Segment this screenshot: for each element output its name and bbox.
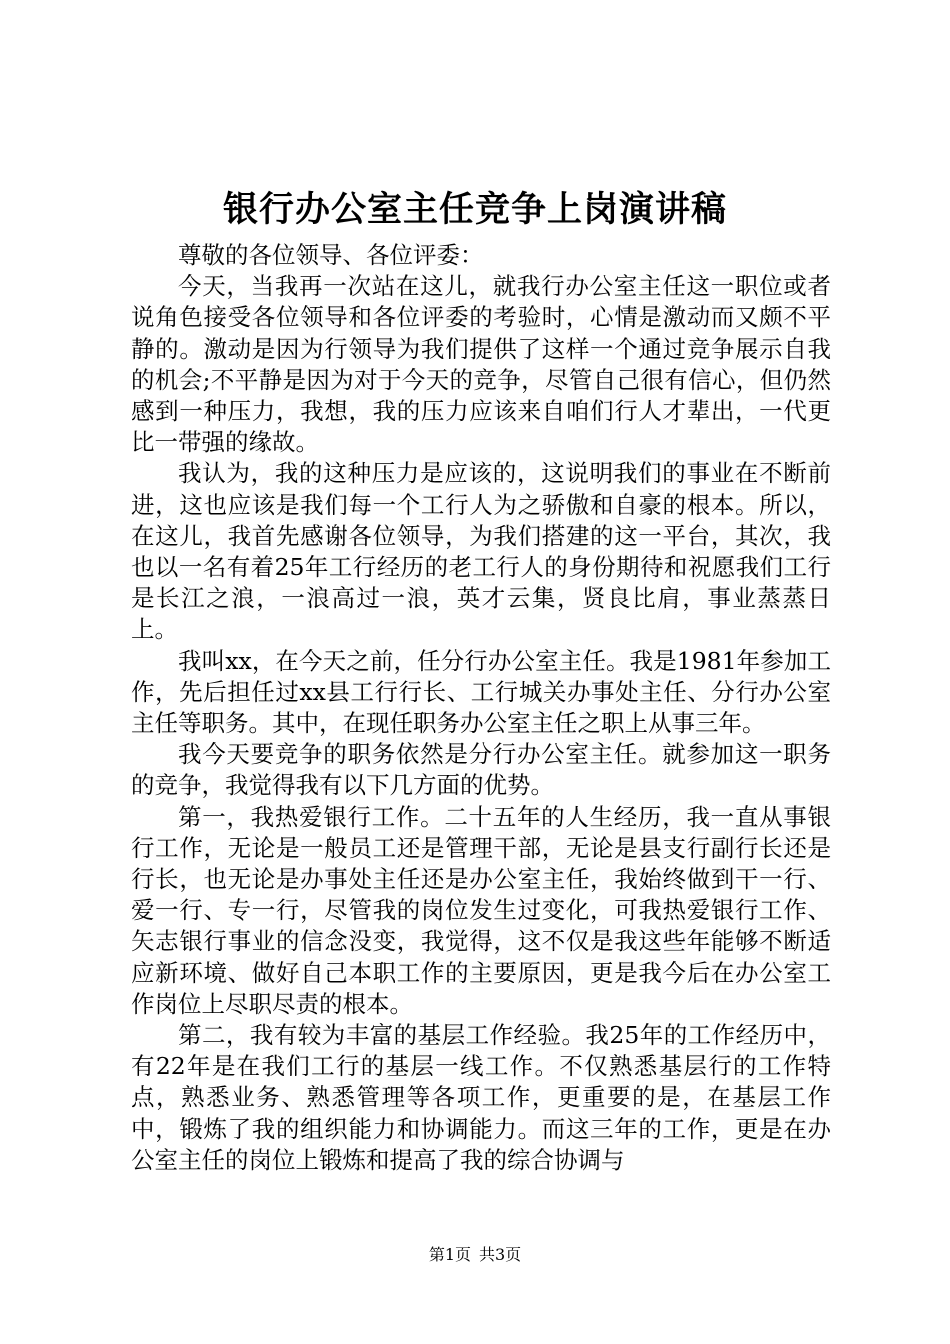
document-title: 银行办公室主任竞争上岗演讲稿: [222, 189, 727, 230]
paragraph-self-intro: 我叫xx，在今天之前，任分行办公室主任。我是1981年参加工作，先后担任过xx县工行行长、工行城关办事处主任、分行办公室主任等职务。其中，在现任职务办公室主任之职上从事三年。: [131, 646, 831, 738]
paragraph-pressure: 我认为，我的这种压力是应该的，这说明我们的事业在不断前进，这也应该是我们每一个工行人为之骄傲和自豪的根本。所以，在这儿，我首先感谢各位领导，为我们搭建的这一平台，其次，我也以一名有着25年工行经历的老工行人的身份期待和祝愿我们工行是长江之浪，一浪高过一浪，英才云集，贤良比肩，事业蒸蒸日上。: [131, 459, 831, 644]
paragraph-advantage-two: 第二，我有较为丰富的基层工作经验。我25年的工作经历中，有22年是在我们工行的基层一线工作。不仅熟悉基层行的工作特点，熟悉业务、熟悉管理等各项工作，更重要的是，在基层工作中，锻炼了我的组织能力和协调能力。而这三年的工作，更是在办公室主任的岗位上锻炼和提高了我的综合协调与: [131, 1021, 831, 1174]
paragraph-salutation: 尊敬的各位领导、各位评委：: [178, 241, 484, 269]
paragraph-opening: 今天，当我再一次站在这儿，就我行办公室主任这一职位或者说角色接受各位领导和各位评委的考验时，心情是激动而又颇不平静的。激动是因为行领导为我们提供了这样一个通过竞争展示自我的机会;不平静是因为对于今天的竞争，尽管自己很有信心，但仍然感到一种压力，我想，我的压力应该来自咱们行人才辈出，一代更比一带强的缘故。: [131, 272, 831, 457]
page-number: 第1页: [428, 1245, 471, 1264]
paragraph-advantage-one: 第一，我热爱银行工作。二十五年的人生经历，我一直从事银行工作，无论是一般员工还是管理干部，无论是县支行副行长还是行长，也无论是办事处主任还是办公室主任，我始终做到干一行、爱一行、专一行，尽管我的岗位发生过变化，可我热爱银行工作、矢志银行事业的信念没变，我觉得，这不仅是我这些年能够不断适应新环境、做好自己本职工作的主要原因，更是我今后在办公室工作岗位上尽职尽责的根本。: [131, 802, 831, 1018]
page-total: 共3页: [479, 1245, 522, 1264]
paragraph-position: 我今天要竞争的职务依然是分行办公室主任。就参加这一职务的竞争，我觉得我有以下几方面的优势。: [131, 740, 831, 800]
page-footer: [0, 1243, 950, 1267]
document-body: [131, 240, 831, 1176]
